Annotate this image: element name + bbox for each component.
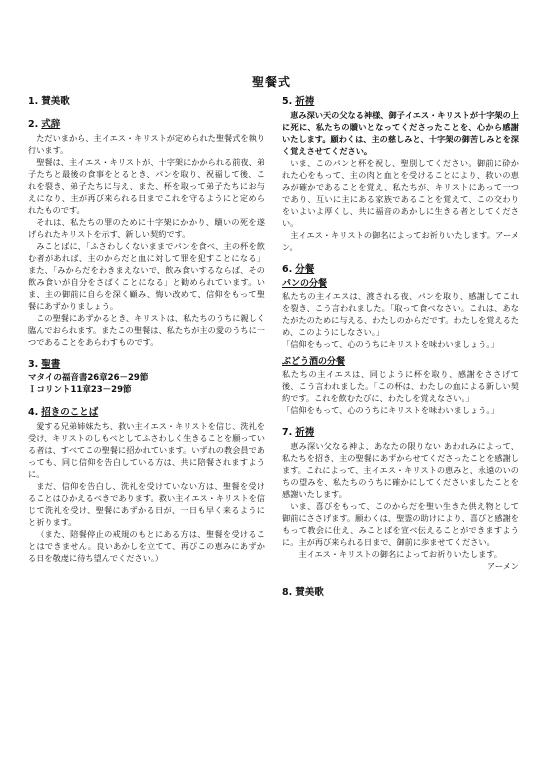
section-number: 5.: [282, 96, 293, 107]
page-title: 聖餐式: [251, 75, 291, 89]
section-7-prayer: [282, 426, 519, 572]
scripture-reference: Ｉコリント11章23－29節: [28, 385, 132, 395]
section-4-invitation: [28, 406, 265, 564]
section-title: 賛美歌: [41, 96, 70, 107]
section-heading: [282, 426, 519, 439]
paragraph: それは、私たちの罪のために十字架にかかり、贖いの死を遂げられたキリストを示す、新しい契約です。: [28, 217, 265, 239]
section-heading: [28, 406, 265, 419]
paragraph: 恵み深い父なる神よ、あなたの限りない あわれみによって、私たちを招き、主の聖餐にあずからせてくださったことを感謝します。これによって、主イエス・キリストの恵みと、永遠のいのちの望みを、私たちのうちに確かにしてくださいましたことを感謝いたします。: [282, 441, 519, 499]
wine-subheading: ぶどう酒の分餐: [282, 357, 346, 367]
right-column: [282, 95, 519, 609]
paragraph: 主イエス・キリストの御名によってお祈りいたします。: [298, 549, 502, 559]
section-heading: [282, 263, 519, 276]
scripture-reference: マタイの福音書26章26－29節: [28, 373, 149, 383]
paragraph: 私たちの主イエスは、同じように杯を取り、感謝をささげて後、こう言われました。「この杯は、わたしの血による新しい契約です。これを飲むたびに、わたしを覚えなさい。」: [282, 369, 519, 403]
paragraph: （また、陪餐停止の戒規のもとにある方は、聖餐を受けることはできません。良いあかしを立てて、再びこの恵みにあずかる日を敬虔に待ち望んでください。）: [28, 529, 265, 563]
section-heading: [282, 95, 519, 108]
paragraph: みことばに、「ふさわしくないままでパンを食べ、主の杯を飲む者があれば、主のからだと血に対して罪を犯すことになる」また、「みからだをわきまえないで、飲み食いするならば、その飲み食いが自分をさばくことになる」と勧められています。いま、主の御前に自らを深く顧み、悔い改めて、信仰をもって聖餐にあずかりましょう。: [28, 241, 265, 311]
section-1-hymn: [28, 95, 265, 108]
section-number: 3.: [28, 359, 39, 370]
section-number: 4.: [28, 407, 39, 418]
paragraph: 私たちの主イエスは、渡される夜、パンを取り、感謝してこれを裂き、こう言われました。「取って食べなさい。これは、あなたがたのために与える、わたしのからだです。わたしを覚えるため、このようにしなさい。」: [282, 291, 519, 337]
section-number: 7.: [282, 427, 293, 438]
paragraph: 主イエス・キリストの御名によってお祈りいたします。アーメン。: [282, 230, 519, 252]
section-heading: [282, 586, 519, 599]
paragraph: いま、このパンと杯を祝し、聖別してください。御前に砕かれた心をもって、主の肉と血とを受けることにより、救いの恵みが確かであることを覚え、私たちが、キリストにあって一つであり、互いに主にある家族であることを覚えて、この交わりをいよいよ厚くし、共に福音のあかしに生きる者としてください。: [282, 158, 519, 228]
section-title: 祈祷: [295, 96, 315, 107]
paragraph: 「信仰をもって、心のうちにキリストを味わいましょう。」: [282, 339, 499, 349]
paragraph: 「信仰をもって、心のうちにキリストを味わいましょう。」: [282, 405, 499, 415]
paragraph: まだ、信仰を告白し、洗礼を受けていない方は、聖餐を受けることはひかえるべきであります。救い主イエス・キリストを信じて洗礼を受け、聖餐にあずかる日が、一日も早く来るようにと祈ります。: [28, 481, 265, 527]
left-column: [28, 95, 265, 574]
section-heading: [28, 118, 265, 131]
section-number: 2.: [28, 119, 39, 130]
paragraph: 恵み深い天の父なる神様、御子イエス・キリストが十字架の上に死に、私たちの贖いとなってくださったことを、心から感謝いたします。願わくは、主の慈しみと、十字架の御苦しみとを深く覚えさせてください。: [282, 110, 519, 156]
paragraph: ただいまから、主イエス・キリストが定められた聖餐式を執り行います。: [28, 133, 265, 155]
bread-subheading: パンの分餐: [282, 279, 328, 289]
section-2-address: [28, 118, 265, 348]
amen: アーメン: [486, 561, 519, 571]
paragraph: いま、喜びをもって、このからだを聖い生きた供え物として御前にささげます。願わくは、聖霊の助けにより、喜びと感謝をもって教会に仕え、みことばを宣べ伝えることができますように。主が再び来られる日まで、御前に歩ませてください。: [282, 501, 519, 547]
section-heading: [28, 95, 265, 108]
section-title: 賛美歌: [295, 587, 324, 598]
paragraph: この聖餐にあずかるとき、キリストは、私たちのうちに親しく臨んでおられます。またこの聖餐は、私たちが主の愛のうちに一つであることをあらわすものです。: [28, 313, 265, 347]
section-6-distribution: [282, 263, 519, 416]
section-title: 祈祷: [295, 427, 315, 438]
section-number: 6.: [282, 264, 293, 275]
section-number: 1.: [28, 96, 39, 107]
section-title: 分餐: [295, 264, 315, 275]
section-title: 招きのことば: [41, 407, 99, 418]
section-8-hymn: [282, 586, 519, 599]
paragraph: 愛する兄弟姉妹たち、救い主イエス・キリストを信じ、洗礼を受け、キリストのしもべとしてふさわしく生きることを願っている者は、すべてこの聖餐に招かれています。いずれの教会員であっても、同じ信仰を告白している方は、共に陪餐されますように。: [28, 421, 265, 479]
paragraph: 聖餐は、主イエス・キリストが、十字架にかかられる前夜、弟子たちと最後の食事をとるとき、パンを取り、祝福して後、これを裂き、弟子たちに与え、また、杯を取って弟子たちにお与えになり、主が再び来られる日までこれを守るようにと定められたものです。: [28, 157, 265, 215]
section-title: 式辞: [41, 119, 61, 130]
section-heading: [28, 358, 265, 371]
section-number: 8.: [282, 587, 293, 598]
section-3-scripture: [28, 358, 265, 396]
section-title: 聖書: [41, 359, 61, 370]
section-5-prayer: [282, 95, 519, 253]
